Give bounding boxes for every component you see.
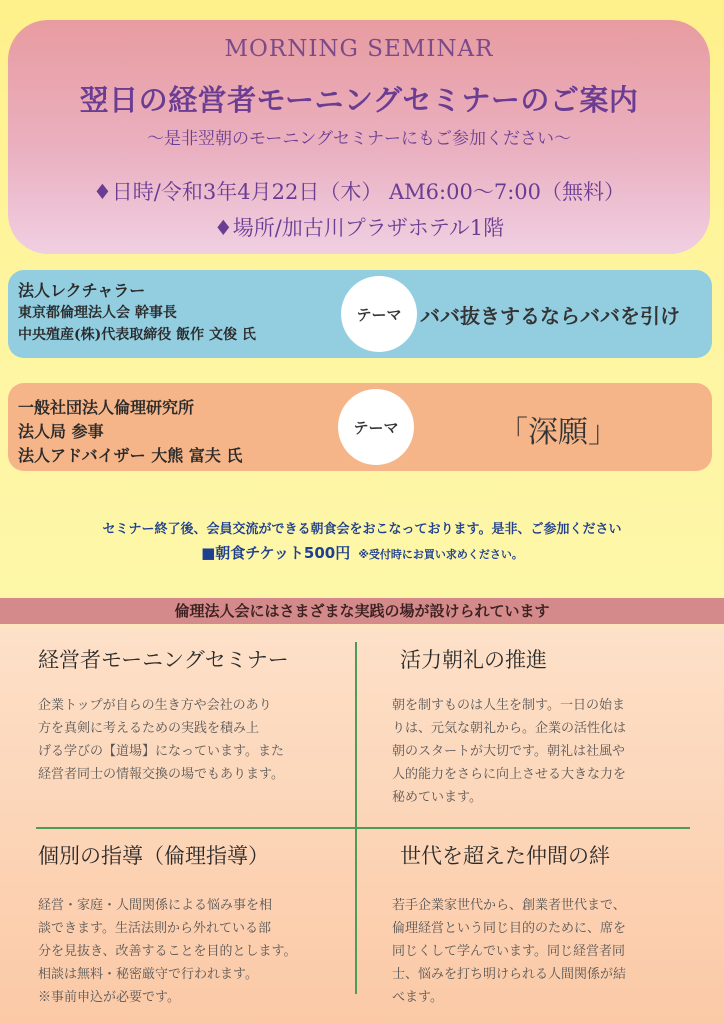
cell-line: 方を真剣に考えるための実践を積み上 xyxy=(38,721,260,736)
page-title: 翌日の経営者モーニングセミナーのご案内 xyxy=(79,83,639,117)
cell-line: 企業トップが自らの生き方や会社のあり xyxy=(38,698,272,713)
cell-line: 分を見抜き、改善することを目的とします。 xyxy=(38,944,297,959)
lecturer-name: 法人アドバイザー 大熊 富夫 氏 xyxy=(18,446,243,465)
theme-badge: テーマ xyxy=(338,389,414,465)
cell-body-morning-seminar xyxy=(38,694,340,786)
cell-title-morning-assembly: 活力朝礼の推進 xyxy=(400,648,547,672)
cell-line: 相談は無料・秘密厳守で行われます。 xyxy=(38,967,258,982)
grid-divider-vertical xyxy=(355,642,357,994)
ticket-price: ■朝食チケット500円 xyxy=(201,544,351,562)
cell-line: べます。 xyxy=(392,990,443,1005)
theme-badge: テーマ xyxy=(341,276,417,352)
ticket-note: ※受付時にお買い求めください。 xyxy=(358,548,523,561)
cell-body-morning-assembly xyxy=(392,694,694,809)
lecture-topic: 「深願」 xyxy=(498,415,618,450)
breakfast-ticket xyxy=(0,542,724,563)
cell-title-fellowship: 世代を超えた仲間の絆 xyxy=(400,844,610,868)
lecturer-dept: 法人局 参事 xyxy=(18,422,104,441)
section-band: 倫理法人会にはさまざまな実践の場が設けられています xyxy=(0,598,724,624)
cell-body-individual-guidance xyxy=(38,894,340,1009)
cell-line: 人的能力をさらに向上させる大きな力を xyxy=(392,767,627,782)
cell-title-individual-guidance: 個別の指導（倫理指導） xyxy=(38,844,269,868)
event-date: ♦日時/令和3年4月22日（木） AM6:00～7:00（無料） xyxy=(92,180,625,204)
cell-line: げる学びの【道場】になっています。また xyxy=(38,744,284,759)
lecture-topic: ババ抜きするならババを引け xyxy=(420,304,680,328)
grid-divider-horizontal xyxy=(36,827,690,829)
english-title: MORNING SEMINAR xyxy=(224,36,494,62)
lecture-card-2 xyxy=(8,383,712,471)
cell-line: ※事前申込が必要です。 xyxy=(38,990,180,1005)
lecturer-org: 一般社団法人倫理研究所 xyxy=(18,398,195,417)
page-subtitle: ～是非翌朝のモーニングセミナーにもご参加ください～ xyxy=(147,129,571,149)
breakfast-notice: セミナー終了後、会員交流ができる朝食会をおこなっております。是非、ご参加ください xyxy=(102,522,622,537)
header-banner xyxy=(8,20,710,254)
lecturer-org: 東京都倫理法人会 幹事長 xyxy=(18,305,177,321)
lecturer-role: 法人レクチャラー xyxy=(18,281,146,300)
cell-line: 談できます。生活法則から外れている部 xyxy=(38,921,271,936)
cell-body-fellowship xyxy=(392,894,694,1009)
cell-line: 経営・家庭・人間関係による悩み事を相 xyxy=(38,898,273,913)
cell-line: 士、悩みを打ち明けられる人間関係が結 xyxy=(392,967,627,982)
cell-title-morning-seminar: 経営者モーニングセミナー xyxy=(38,648,289,672)
cell-line: 若手企業家世代から、創業者世代まで、 xyxy=(392,898,626,913)
cell-line: 朝のスタートが大切です。朝礼は社風や xyxy=(392,744,625,759)
cell-line: 倫理経営という同じ目的のために、席を xyxy=(392,921,627,936)
cell-line: 経営者同士の情報交換の場でもあります。 xyxy=(38,767,284,782)
cell-line: りは、元気な朝礼から。企業の活性化は xyxy=(392,721,627,736)
event-place: ♦場所/加古川プラザホテル1階 xyxy=(213,216,505,240)
cell-line: 朝を制すものは人生を制す。一日の始ま xyxy=(392,698,625,713)
cell-line: 秘めています。 xyxy=(392,790,482,805)
lecture-card-1 xyxy=(8,270,712,358)
lecturer-name: 中央殖産(株)代表取締役 飯作 文俊 氏 xyxy=(18,327,256,343)
cell-line: 同じくして学んでいます。同じ経営者同 xyxy=(392,944,625,959)
